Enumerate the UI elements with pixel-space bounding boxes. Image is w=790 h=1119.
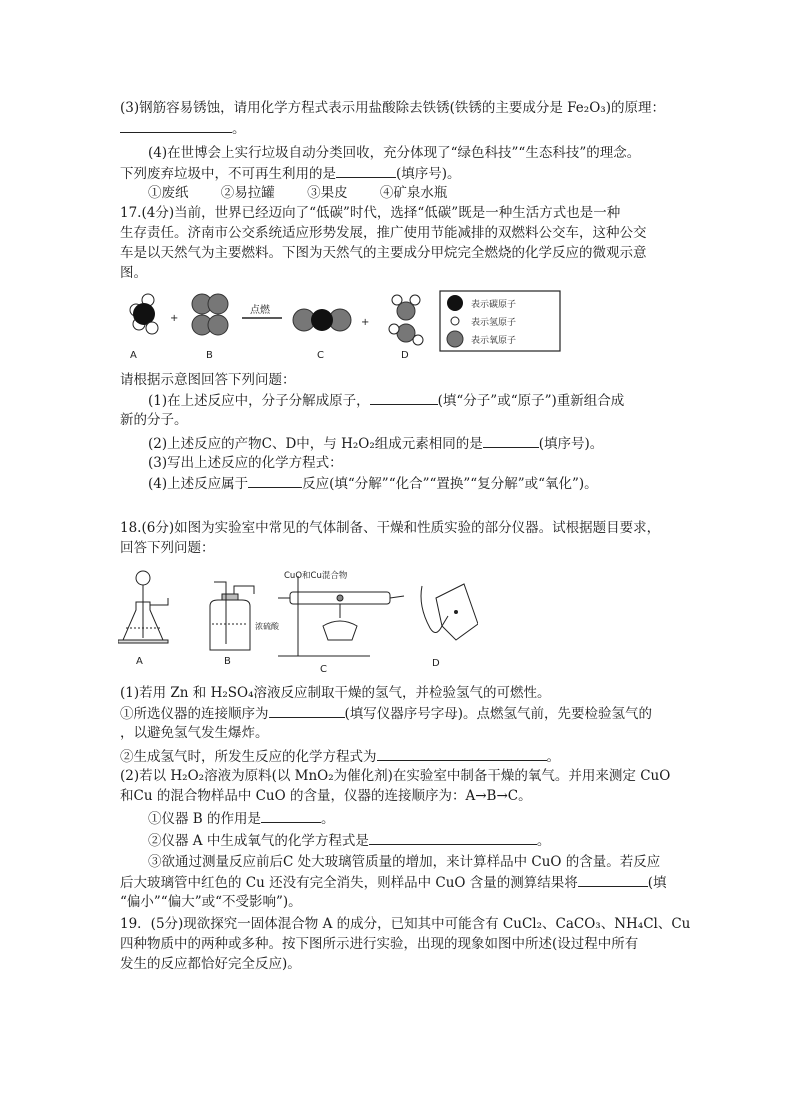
q18-line2: 回答下列问题：: [120, 540, 215, 556]
q18-part1: (1)若用 Zn 和 H₂SO₄溶液反应制取干燥的氢气，并检验氢气的可燃性。: [120, 685, 551, 701]
q16-part4-line2: 下列废弃垃圾中，不可再生利用的是 (填序号)。: [120, 163, 461, 184]
answer-blank[interactable]: [261, 808, 321, 823]
label-a: A: [130, 350, 137, 361]
answer-blank[interactable]: [483, 433, 539, 448]
answer-blank[interactable]: [120, 118, 232, 133]
q17-sub1: (1)在上述反应中，分子分解成原子， (填“分子”或“原子”)重新组合成: [148, 390, 624, 411]
label-b: B: [224, 656, 231, 667]
molecule-d: [389, 295, 423, 345]
q17-sub4: (4)上述反应属于 反应(填“分解”“化合”“置换”“复分解”或“氧化”)。: [148, 473, 598, 494]
q17-prompt: 请根据示意图回答下列问题：: [120, 372, 296, 388]
legend-hydrogen: 表示氢原子: [471, 318, 517, 328]
option-4: ④矿泉水瓶: [379, 185, 448, 201]
answer-blank[interactable]: [377, 746, 547, 761]
answer-blank[interactable]: [370, 390, 438, 405]
plus-sign: +: [361, 317, 370, 328]
q18-part2-line1: (2)若以 H₂O₂溶液为原料(以 MnO₂为催化剂)在实验室中制备干燥的氧气。并用来测定 CuO: [120, 768, 671, 784]
answer-blank[interactable]: [248, 473, 302, 488]
q18-part2c-line3: “偏小”“偏大”或“不受影响”)。: [120, 894, 302, 910]
option-3: ③果皮: [307, 185, 348, 201]
q18-part1b: ②生成氢气时，所发生反应的化学方程式为 。: [120, 746, 560, 767]
label-c: C: [317, 350, 324, 361]
reaction-condition: 点燃: [250, 305, 270, 316]
q18-part1a: ①所选仪器的连接顺序为 (填写仪器序号字母)。点燃氢气前，先要检验氢气的: [120, 703, 652, 724]
q17-sub1-line2: 新的分子。: [120, 412, 188, 428]
molecule-a: [130, 294, 158, 334]
q16-part4-line1: (4)在世博会上实行垃圾自动分类回收，充分体现了“绿色科技”“生态科技”的理念。: [148, 145, 641, 161]
c-caption-mixture: CuO和Cu混合物: [284, 571, 348, 581]
q18-part2c-line1: ③欲通过测量反应前后C 处大玻璃管质量的增加，来计算样品中 CuO 的含量。若反应: [148, 854, 661, 870]
b-caption-acid: 浓硫酸: [255, 622, 279, 631]
q16-part3-line2: 。: [120, 118, 246, 139]
answer-blank[interactable]: [578, 872, 648, 887]
q19-line3: 发生的反应都恰好完全反应)。: [120, 956, 301, 972]
legend-oxygen: 表示氧原子: [471, 336, 517, 346]
answer-blank[interactable]: [269, 703, 345, 718]
q18-part2c-line2: 后大玻璃管中红色的 Cu 还没有完全消失，则样品中 CuO 含量的测算结果将 (填: [120, 872, 667, 893]
molecule-b: [192, 294, 228, 335]
label-a: A: [136, 656, 143, 667]
molecule-c: [293, 309, 351, 331]
legend-carbon: 表示碳原子: [471, 300, 517, 310]
q16-options: [148, 183, 447, 203]
atom-legend: [440, 291, 560, 351]
q19-line2: 四种物质中的两种或多种。按下图所示进行实验，出现的现象如图中所述(设过程中所有: [120, 936, 639, 952]
methane-combustion-diagram: [118, 288, 618, 366]
apparatus-b: [210, 582, 254, 650]
q16-part3-line1: (3)钢筋容易锈蚀，请用化学方程式表示用盐酸除去铁锈(铁锈的主要成分是 Fe₂O₃)的原理：: [120, 100, 665, 116]
q17-line2: 生存责任。济南市公交系统适应形势发展，推广使用节能减排的双燃料公交车，这种公交: [120, 225, 647, 241]
q18-part2b: ②仪器 A 中生成氧气的化学方程式是 。: [148, 830, 550, 851]
q17-sub2: (2)上述反应的产物C、D中，与 H₂O₂组成元素相同的是 (填序号)。: [148, 433, 603, 454]
option-2: ②易拉罐: [220, 185, 275, 201]
q18-part2-line2: 和Cu 的混合物样品中 CuO 的含量，仪器的连接顺序为：A→B→C。: [120, 788, 532, 804]
apparatus-a: [118, 571, 168, 643]
q18-line1: 18.(6分)如图为实验室中常见的气体制备、干燥和性质实验的部分仪器。试根据题目要求，: [120, 520, 661, 536]
q17-line3: 车是以天然气为主要燃料。下图为天然气的主要成分甲烷完全燃烧的化学反应的微观示意: [120, 245, 647, 261]
label-d: D: [401, 350, 409, 361]
option-1: ①废纸: [148, 185, 189, 201]
q18-part2a: ①仪器 B 的作用是 。: [148, 808, 335, 829]
q18-part1a-line2: ，以避免氢气发生爆炸。: [120, 725, 269, 741]
q17-sub3: (3)写出上述反应的化学方程式：: [148, 455, 343, 471]
label-b: B: [206, 350, 213, 361]
label-d: D: [432, 658, 440, 669]
answer-blank[interactable]: [369, 830, 537, 845]
label-c: C: [320, 664, 327, 675]
plus-sign: +: [170, 313, 179, 324]
apparatus-d: [421, 584, 478, 640]
apparatus-diagram: [118, 566, 478, 676]
q19-line1: 19．(5分)现欲探究一固体混合物 A 的成分，已知其中可能含有 CuCl₂、CaCO₃、NH₄Cl、Cu: [120, 916, 691, 932]
q17-line4: 图。: [120, 265, 147, 281]
apparatus-c: [278, 570, 404, 656]
q17-line1: 17.(4分)当前，世界已经迈向了“低碳”时代，选择“低碳”既是一种生活方式也是一种: [120, 205, 621, 221]
answer-blank[interactable]: [336, 163, 396, 178]
